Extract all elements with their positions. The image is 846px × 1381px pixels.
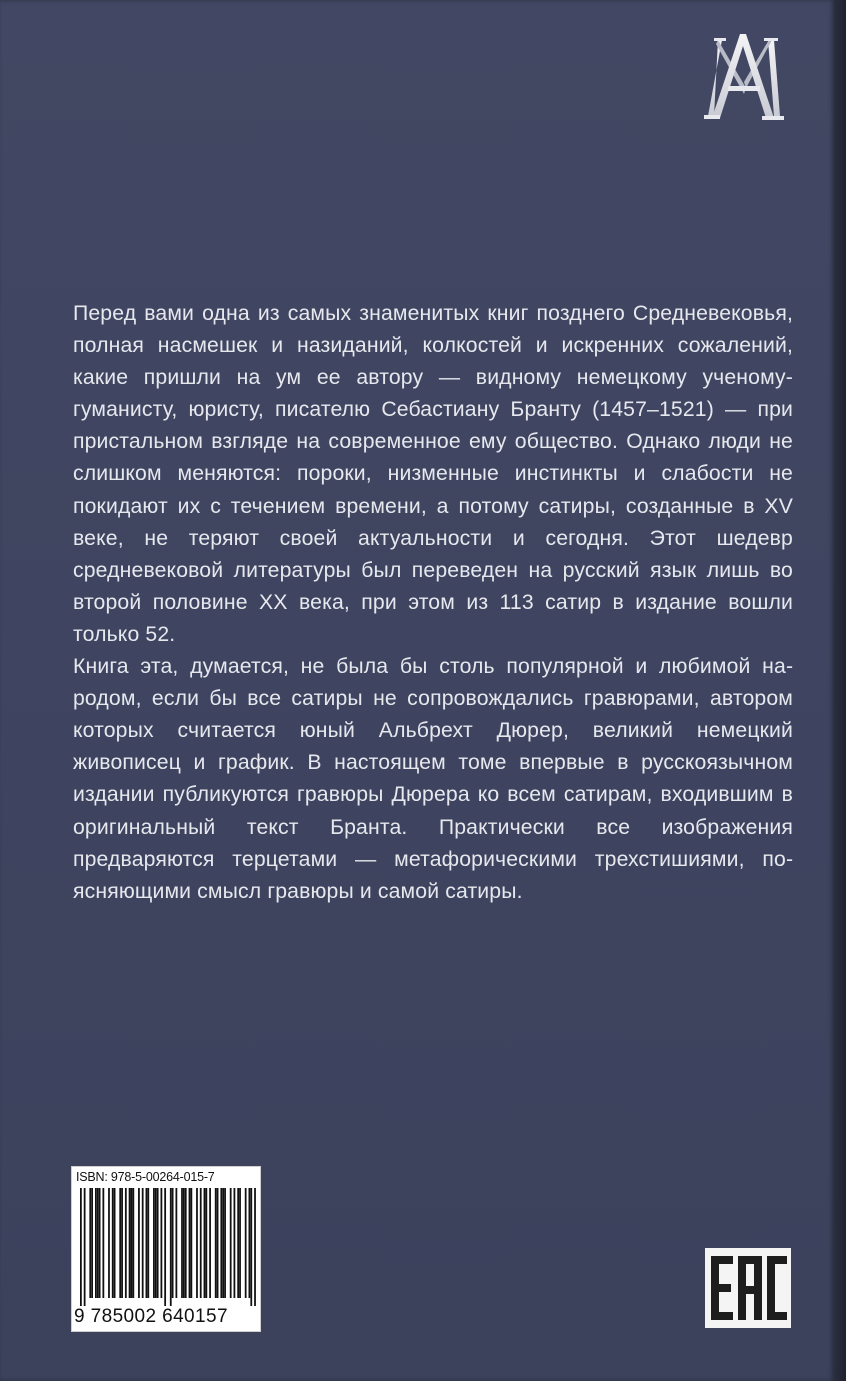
barcode-bar — [157, 1188, 159, 1298]
barcode-bar — [138, 1188, 140, 1298]
barcode-bar — [234, 1188, 236, 1298]
barcode-bar — [172, 1188, 174, 1298]
barcode-bar — [91, 1188, 93, 1298]
barcode-bar — [132, 1188, 134, 1298]
annotation-paragraph-2: Книга эта, думается, не была бы столь популярной и любимой народом, если бы все сатиры не сопровождались гравюрами, автором которых считается юный Альбрехт Дюрер, великий немецкий живописец и график. В настоящем томе впервые в русскоязычном издании публикуются гравюры Дюрера ко всем сатирам, входившим в оригинальный текст Бранта. Практически все изображения предваряются терцетами — метафорическими трехстишиями, поясняющими смысл гравюры и самой сатиры. — [73, 655, 793, 903]
barcode-bar — [175, 1188, 177, 1298]
publisher-monogram-icon — [700, 30, 790, 122]
barcode-bar — [200, 1188, 202, 1298]
barcode-bar — [237, 1188, 239, 1298]
annotation-text — [73, 298, 793, 908]
barcode-bar — [224, 1188, 226, 1298]
barcode-bar — [99, 1188, 101, 1298]
barcode-bar — [217, 1188, 219, 1298]
barcode-bar — [131, 1188, 133, 1298]
barcode-bar — [80, 1188, 82, 1306]
barcode-bar — [204, 1188, 206, 1298]
barcode-bar — [220, 1188, 222, 1298]
barcode-bar — [183, 1188, 185, 1298]
barcode-bar — [170, 1188, 172, 1306]
barcode-bar — [108, 1188, 110, 1298]
barcode-bar — [249, 1188, 251, 1298]
eac-conformity-mark-icon — [705, 1248, 791, 1328]
barcode-bar — [250, 1188, 252, 1306]
barcode-bar — [95, 1188, 97, 1298]
barcode-bar — [254, 1188, 256, 1306]
barcode-bar — [209, 1188, 211, 1298]
isbn-barcode-sticker — [71, 1166, 261, 1332]
barcode-bar — [125, 1188, 127, 1298]
barcode-bar — [185, 1188, 187, 1298]
barcode-bar — [189, 1188, 191, 1298]
barcode-bar — [84, 1188, 86, 1306]
barcode-bar — [129, 1188, 131, 1298]
annotation-paragraph-1: Перед вами одна из самых знаменитых книг позднего Средневековья, полная насмешек и назиданий, колкостей и искренних сожалений, какие пришли на ум ее автору — видному немецкому ученому-гуманисту, юристу, писателю Себастиану Бранту (1457–1521) — при пристальном взгляде на современное ему общество. Однако люди не слишком меняются: пороки, низменные инстинкты и слабости не покидают их с течением времени, а потому сатиры, созданные в XV веке, не теряют своей актуальности и сегодня. Этот шедевр средневековой литературы был переведен на русский язык лишь во второй половине XX века, при этом из 113 сатир в издание вошли только 52. — [73, 302, 793, 646]
barcode-bar — [147, 1188, 149, 1298]
barcode-bar — [142, 1188, 144, 1298]
barcode-bar — [119, 1188, 121, 1298]
cover-edge — [834, 0, 846, 1381]
barcode-bar — [205, 1188, 207, 1298]
barcode-bar — [97, 1188, 99, 1298]
barcode-bar — [164, 1188, 166, 1306]
barcode-image — [80, 1188, 256, 1306]
barcode-digits: 9 785002 640157 — [74, 1306, 228, 1327]
barcode-bar — [102, 1188, 104, 1298]
barcode-bar — [155, 1188, 157, 1298]
barcode-bar — [215, 1188, 217, 1298]
barcode-bar — [112, 1188, 114, 1298]
barcode-bar — [146, 1188, 148, 1298]
barcode-bar — [196, 1188, 198, 1298]
barcode-bar — [181, 1188, 183, 1298]
barcode-bar — [239, 1188, 241, 1298]
barcode-bar — [153, 1188, 155, 1298]
barcode-bar — [89, 1188, 91, 1298]
barcode-bar — [230, 1188, 232, 1298]
barcode-bar — [222, 1188, 224, 1298]
isbn-label: ISBN: 978-5-00264-015-7 — [76, 1170, 215, 1184]
barcode-bar — [190, 1188, 192, 1298]
barcode-bar — [161, 1188, 163, 1298]
barcode-bar — [121, 1188, 123, 1298]
barcode-bar — [114, 1188, 116, 1298]
barcode-bar — [245, 1188, 247, 1298]
